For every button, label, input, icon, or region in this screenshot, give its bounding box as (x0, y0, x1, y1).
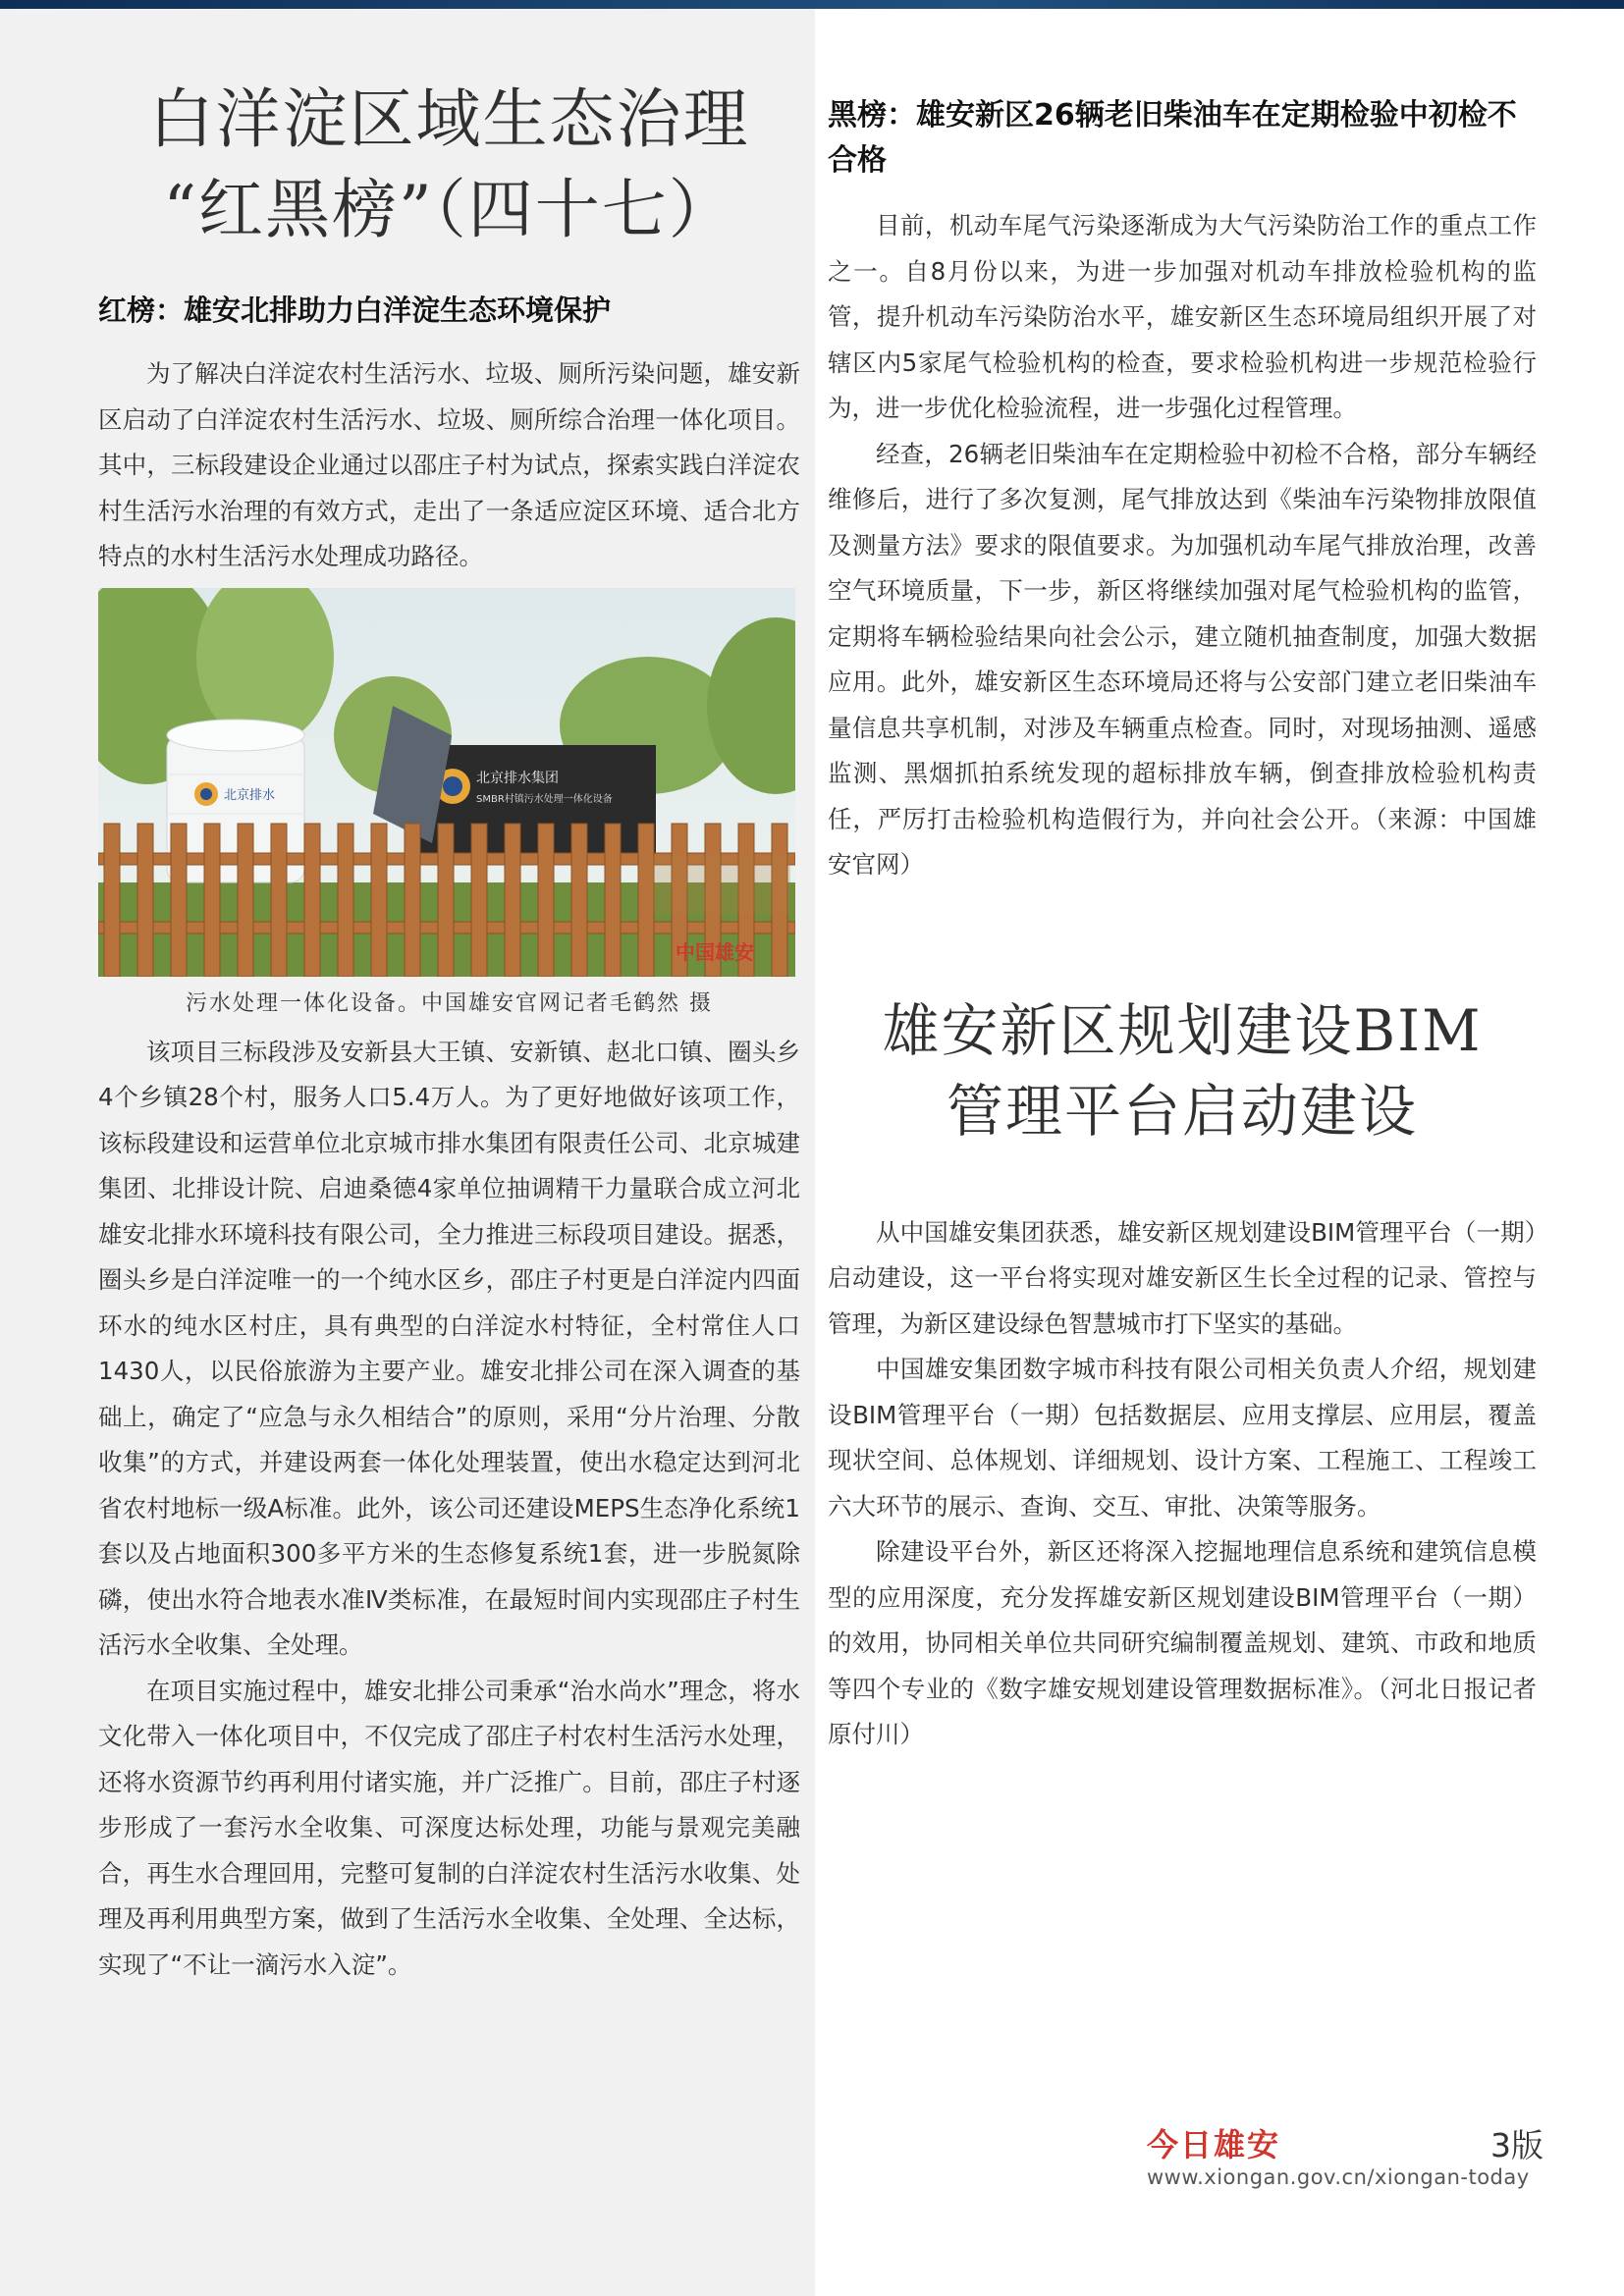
main-title-line1: 白洋淀区域生态治理 (148, 81, 750, 157)
left-column (98, 59, 800, 1988)
bim-paragraph-1: 从中国雄安集团获悉，雄安新区规划建设BIM管理平台（一期）启动建设，这一平台将实现对雄安新区生长全过程的记录、管控与管理，为新区建设绿色智慧城市打下坚实的基础。 (828, 1217, 1537, 1338)
bim-title-line1: 雄安新区规划建设BIM (882, 996, 1483, 1064)
sewage-equipment-photo (98, 588, 795, 977)
black-list-paragraph-2: 经查，26辆老旧柴油车在定期检验中初检不合格，部分车辆经维修后，进行了多次复测，尾气排放达到《柴油车污染物排放限值及测量方法》要求的限值要求。为加强机动车尾气排放治理，改善空气环境质量，下一步，新区将继续加强对尾气检验机构的监管，定期将车辆检验结果向社会公示，建立随机抽查制度，加强大数据应用。此外，雄安新区生态环境局还将与公安部门建立老旧柴油车量信息共享机制，对涉及车辆重点检查。同时，对现场抽测、遥感监测、黑烟抓拍系统发现的超标排放车辆，倒查排放检验机构责任，严厉打击检验机构造假行为，并向社会公开。（来源：中国雄安官网） (828, 439, 1537, 879)
container-label-1: 北京排水集团 (476, 770, 559, 786)
container-label-2: SMBR村镇污水处理一体化设备 (476, 793, 613, 805)
red-list-paragraph-3: 在项目实施过程中，雄安北排公司秉承“治水尚水”理念，将水文化带入一体化项目中，不仅完成了邵庄子村农村生活污水处理，还将水资源节约再利用付诸实施，并广泛推广。目前，邵庄子村逐步形成了一套污水全收集、可深度达标处理，功能与景观完美融合，再生水合理回用，完整可复制的白洋淀农村生活污水收集、处理及再利用典型方案，做到了生活污水全收集、全处理、全达标，实现了“不让一滴污水入淀”。 (98, 1676, 800, 1979)
tank-label: 北京排水 (224, 787, 276, 803)
red-list-heading: 红榜：雄安北排助力白洋淀生态环境保护 (98, 294, 612, 327)
top-color-bar (0, 0, 1624, 9)
photo-caption: 污水处理一体化设备。中国雄安官网记者毛鹤然 摄 (186, 990, 713, 1016)
black-list-heading: 黑榜：雄安新区26辆老旧柴油车在定期检验中初检不合格 (828, 98, 1517, 178)
main-title (98, 75, 800, 255)
right-column (828, 93, 1537, 1758)
main-title-line2: “红黑榜”（四十七） (163, 172, 735, 247)
bim-title-line2: 管理平台启动建设 (946, 1077, 1418, 1145)
bim-paragraph-2: 中国雄安集团数字城市科技有限公司相关负责人介绍，规划建设BIM管理平台（一期）包括数据层、应用支撑层、应用层，覆盖现状空间、总体规划、详细规划、设计方案、工程施工、工程竣工六大环节的展示、查询、交互、审批、决策等服务。 (828, 1355, 1537, 1521)
photo-illustration (98, 588, 795, 977)
publication-url[interactable]: www.xiongan.gov.cn/xiongan-today (1147, 2165, 1530, 2189)
page-number: 3版 (1490, 2126, 1543, 2164)
black-list-paragraph-1: 目前，机动车尾气污染逐渐成为大气污染防治工作的重点工作之一。自8月份以来，为进一步加强对机动车排放检验机构的监管，提升机动车污染防治水平，雄安新区生态环境局组织开展了对辖区内5家尾气检验机构的检查，要求检验机构进一步规范检验行为，进一步优化检验流程，进一步强化过程管理。 (828, 211, 1537, 422)
red-list-paragraph-1: 为了解决白洋淀农村生活污水、垃圾、厕所污染问题，雄安新区启动了白洋淀农村生活污水、垃圾、厕所综合治理一体化项目。其中，三标段建设企业通过以邵庄子村为试点，探索实践白洋淀农村生活污水治理的有效方式，走出了一条适应淀区环境、适合北方特点的水村生活污水处理成功路径。 (98, 359, 800, 570)
red-list-paragraph-2: 该项目三标段涉及安新县大王镇、安新镇、赵北口镇、圈头乡4个乡镇28个村，服务人口5.4万人。为了更好地做好该项工作，该标段建设和运营单位北京城市排水集团有限责任公司、北京城建集团、北排设计院、启迪桑德4家单位抽调精干力量联合成立河北雄安北排水环境科技有限公司，全力推进三标段项目建设。据悉，圈头乡是白洋淀唯一的一个纯水区乡，邵庄子村更是白洋淀内四面环水的纯水区村庄，具有典型的白洋淀水村特征，全村常住人口1430人，以民俗旅游为主要产业。雄安北排公司在深入调查的基础上，确定了“应急与永久相结合”的原则，采用“分片治理、分散收集”的方式，并建设两套一体化处理装置，使出水稳定达到河北省农村地标一级A标准。此外，该公司还建设MEPS生态净化系统1套以及占地面积300多平方米的生态修复系统1套，进一步脱氮除磷，使出水符合地表水准Ⅳ类标准，在最短时间内实现邵庄子村生活污水全收集、全处理。 (98, 1037, 800, 1659)
bim-article-title (828, 990, 1537, 1151)
bim-paragraph-3: 除建设平台外，新区还将深入挖掘地理信息系统和建筑信息模型的应用深度，充分发挥雄安新区规划建设BIM管理平台（一期）的效用，协同相关单位共同研究编制覆盖规划、建筑、市政和地质等四个专业的《数字雄安规划建设管理数据标准》。（河北日报记者 原付川） (828, 1537, 1537, 1748)
publication-logo: 今日雄安 (1147, 2126, 1281, 2163)
photo-watermark: 中国雄安 (676, 939, 754, 964)
